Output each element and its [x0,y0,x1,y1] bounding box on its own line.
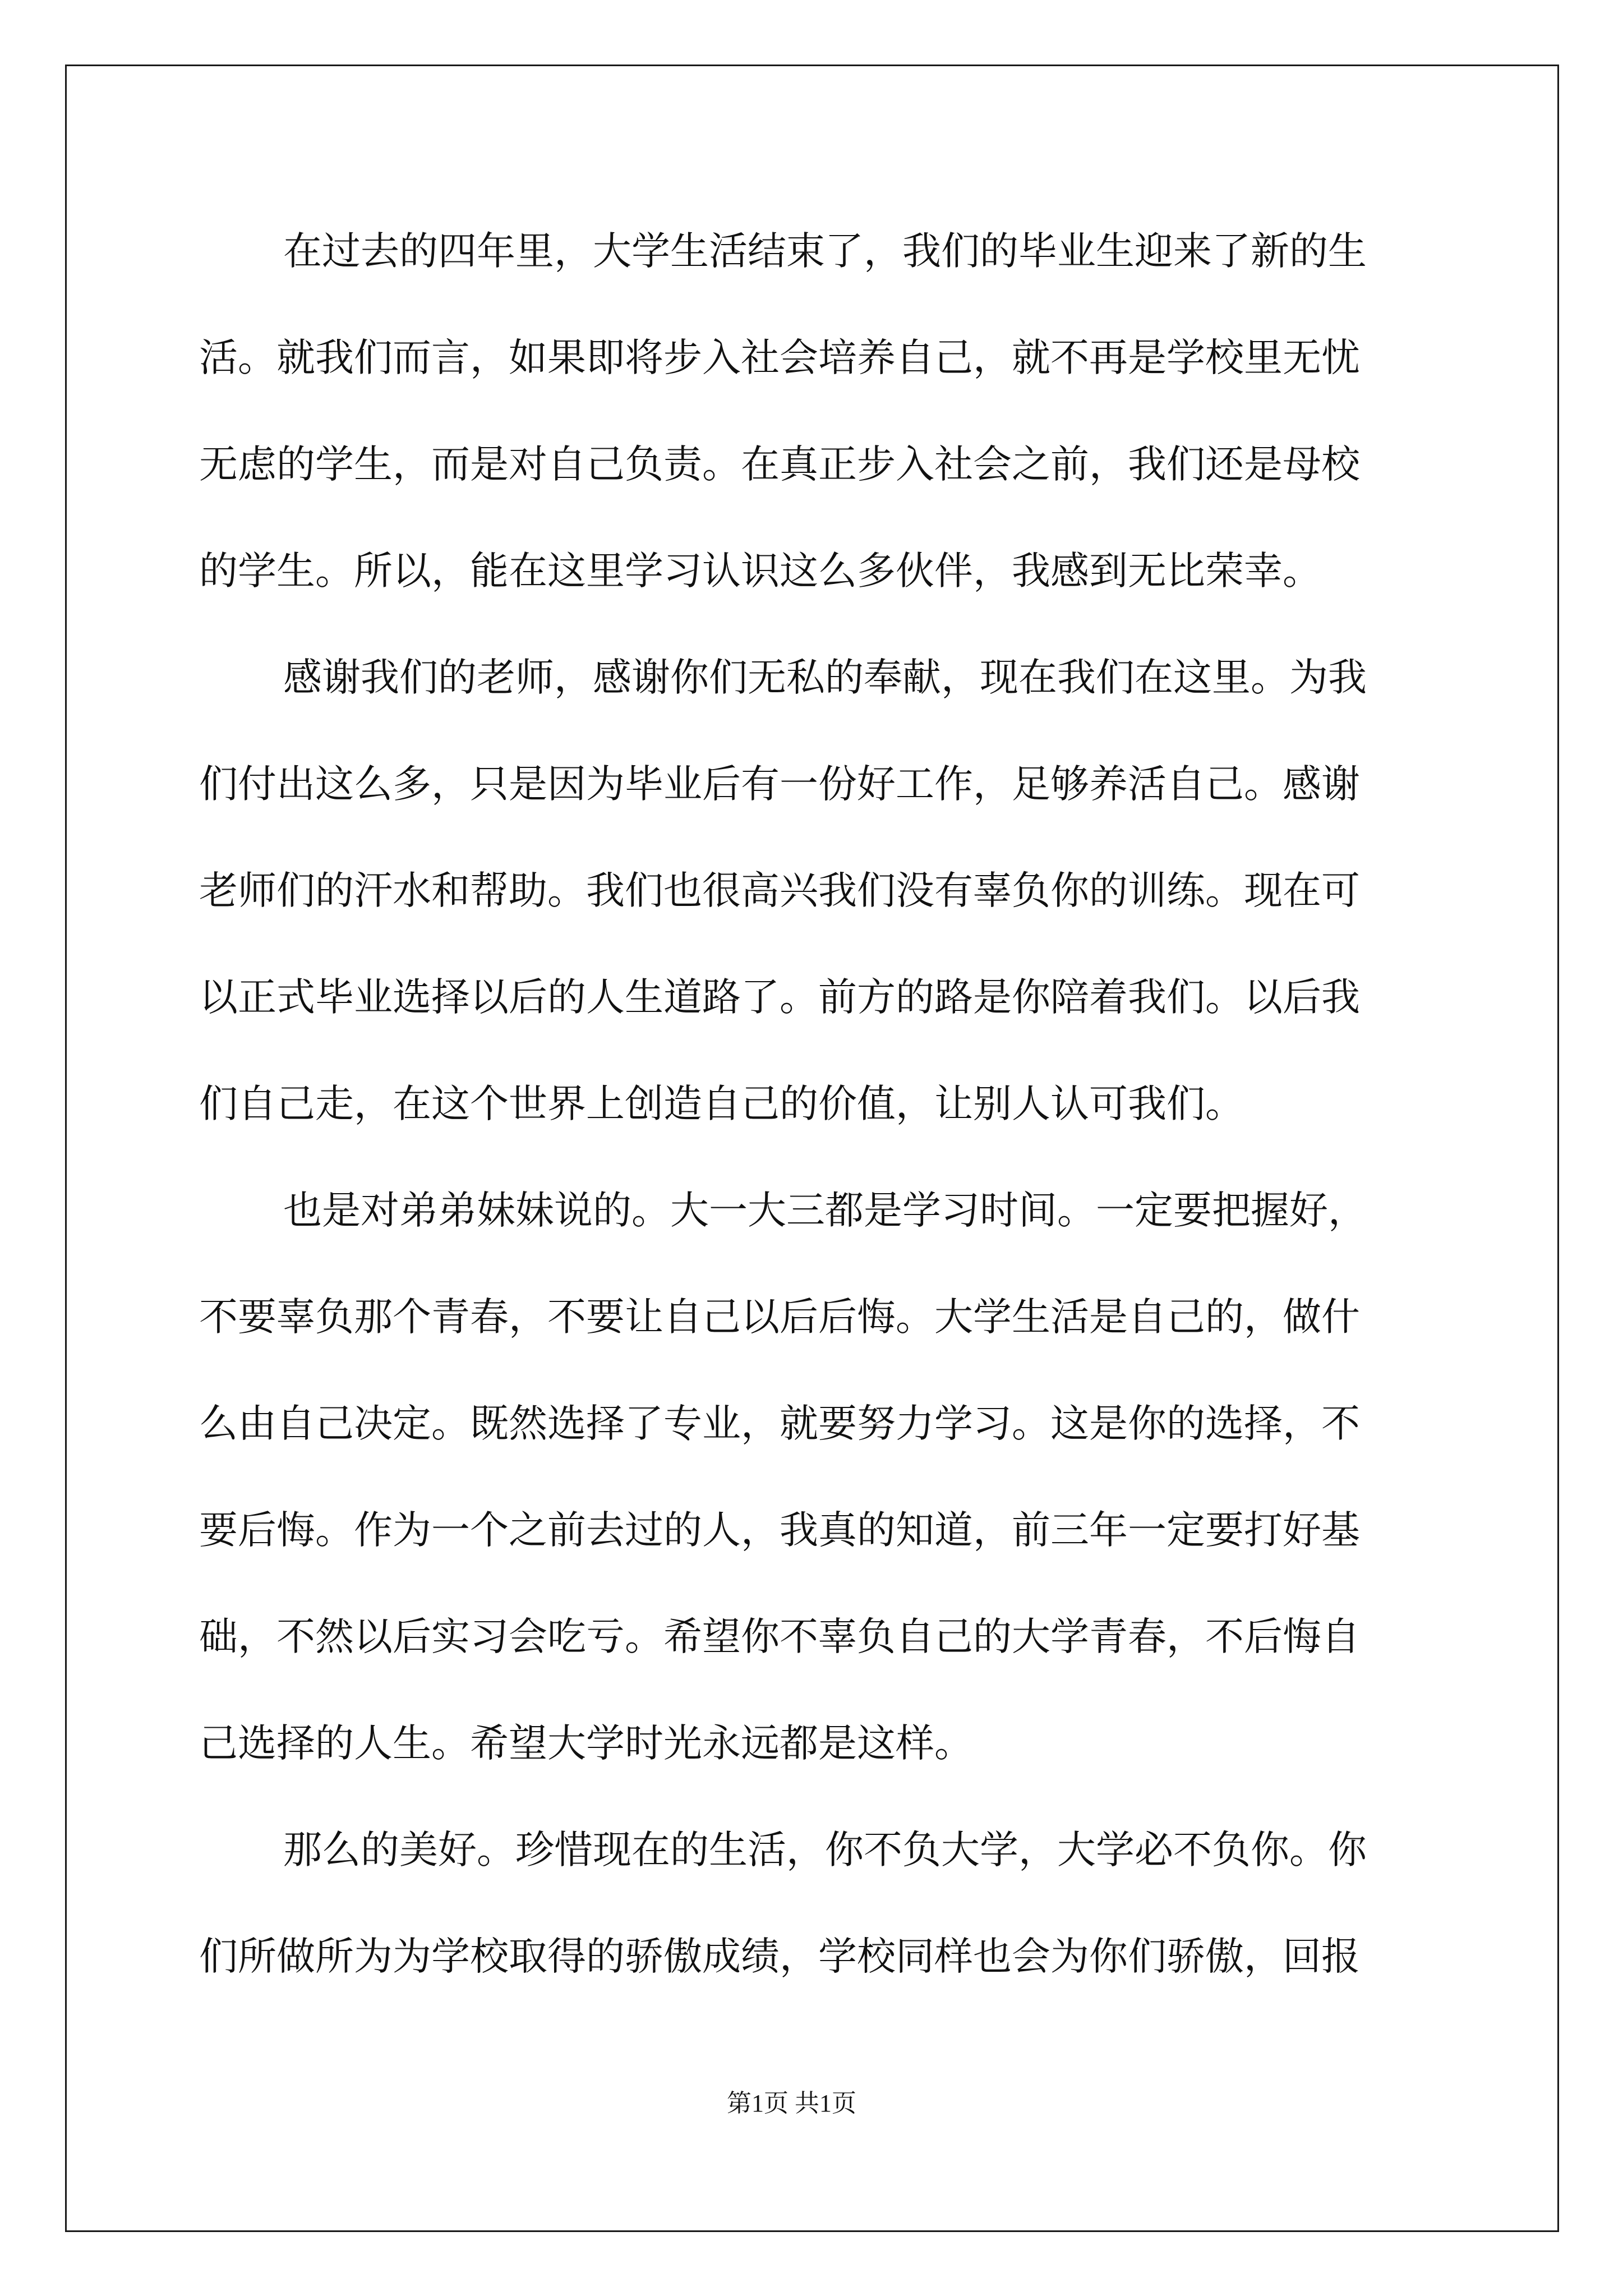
paragraph-3-line-6: 己选择的人生。希望大学时光永远都是这样。 [199,1721,973,1766]
paragraph-3-line-3: 么由自己决定。既然选择了专业，就要努力学习。这是你的选择，不 [199,1401,1360,1446]
paragraph-2-line-3: 老师们的汗水和帮助。我们也很高兴我们没有辜负你的训练。现在可 [199,868,1360,913]
paragraph-1-line-1: 在过去的四年里，大学生活结束了，我们的毕业生迎来了新的生 [283,229,1367,274]
paragraph-3-line-4: 要后悔。作为一个之前去过的人，我真的知道，前三年一定要打好基 [199,1508,1360,1553]
paragraph-4-line-2: 们所做所为为学校取得的骄傲成绩，学校同样也会为你们骄傲，回报 [199,1934,1360,1979]
paragraph-2-line-5: 们自己走，在这个世界上创造自己的价值，让别人认可我们。 [199,1082,1244,1126]
paragraph-3-line-1: 也是对弟弟妹妹说的。大一大三都是学习时间。一定要把握好， [283,1188,1367,1233]
paragraph-2-line-1: 感谢我们的老师，感谢你们无私的奉献，现在我们在这里。为我 [283,655,1367,700]
paragraph-1-line-2: 活。就我们而言，如果即将步入社会培养自己，就不再是学校里无忧 [199,335,1360,380]
paragraph-1-line-4: 的学生。所以，能在这里学习认识这么多伙伴，我感到无比荣幸。 [199,549,1321,593]
paragraph-1-line-3: 无虑的学生，而是对自己负责。在真正步入社会之前，我们还是母校 [199,442,1360,487]
paragraph-3-line-2: 不要辜负那个青春，不要让自己以后后悔。大学生活是自己的，做什 [199,1295,1360,1340]
paragraph-2-line-2: 们付出这么多，只是因为毕业后有一份好工作，足够养活自己。感谢 [199,762,1360,807]
page-border [65,65,1559,2232]
page-number-footer: 第1页 共1页 [727,2090,856,2117]
paragraph-4-line-1: 那么的美好。珍惜现在的生活，你不负大学，大学必不负你。你 [283,1828,1367,1872]
paragraph-2-line-4: 以正式毕业选择以后的人生道路了。前方的路是你陪着我们。以后我 [199,975,1360,1020]
paragraph-3-line-5: 础，不然以后实习会吃亏。希望你不辜负自己的大学青春，不后悔自 [199,1614,1360,1659]
